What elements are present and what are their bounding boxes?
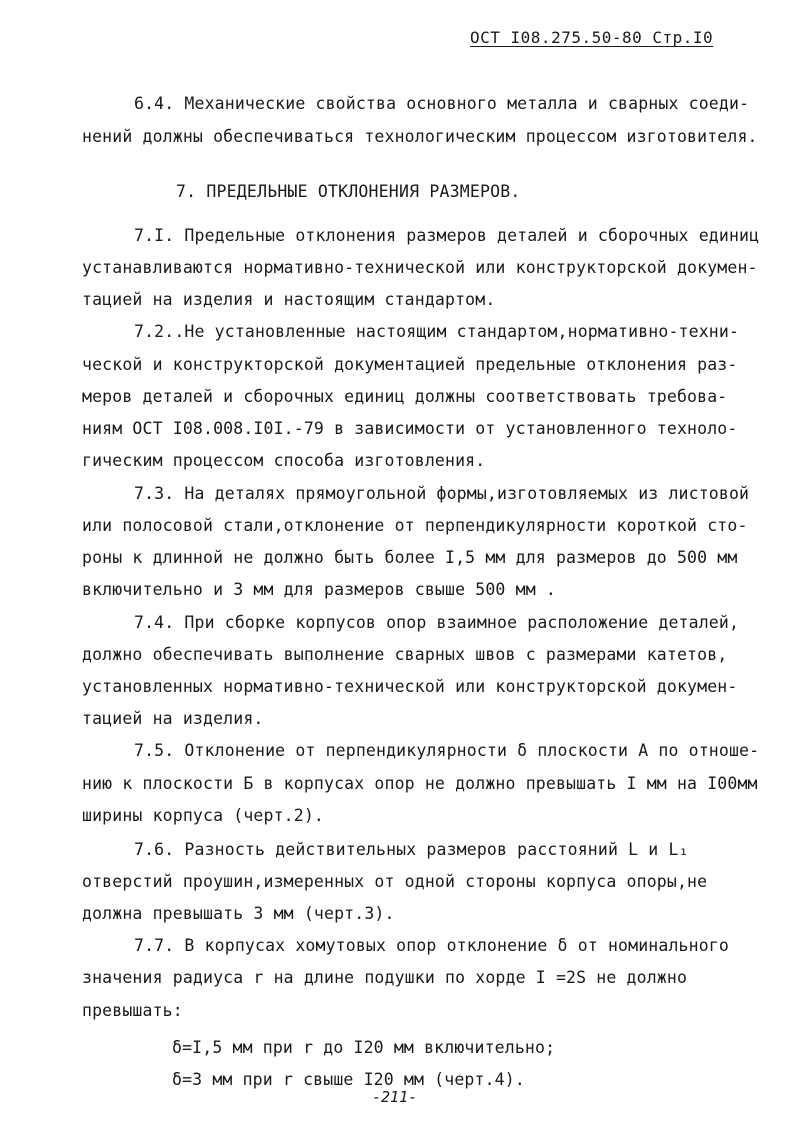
paragraph-7-4-line-4: тацией на изделия. <box>82 709 264 728</box>
paragraph-7-3-line-4: включительно и 3 мм для размеров свыше 500 мм . <box>82 580 556 599</box>
paragraph-7-7-line-1: 7.7. В корпусах хомутовых опор отклонение δ от номинального <box>134 936 729 955</box>
page-number: -211- <box>372 1088 418 1106</box>
paragraph-7-3-line-1: 7.3. На деталях прямоугольной формы,изготовляемых из листовой <box>134 484 750 503</box>
paragraph-7-2-line-1: 7.2..Не установленные настоящим стандартом,нормативно-техни- <box>134 322 740 341</box>
paragraph-7-2-line-4: ниям ОСТ I08.008.I0I.-79 в зависимости от установленного техноло- <box>82 419 738 438</box>
paragraph-7-7-line-2: значения радиуса r на длине подушки по хорде I =2S не должно <box>82 968 688 987</box>
paragraph-7-3-line-2: или полосовой стали,отклонение от перпендикулярности короткой сто- <box>82 516 748 535</box>
condition-item-2: δ=3 мм при r свыше I20 мм (черт.4). <box>172 1070 525 1089</box>
paragraph-7-2-line-3: меров деталей и сборочных единиц должны соответствовать требова- <box>82 387 728 406</box>
paragraph-6-4-line-1: 6.4. Механические свойства основного металла и сварных соеди- <box>134 94 750 113</box>
paragraph-7-1-line-1: 7.I. Предельные отклонения размеров деталей и сборочных единиц <box>134 226 760 245</box>
paragraph-7-5-line-1: 7.5. Отклонение от перпендикулярности δ плоскости А по отноше- <box>134 741 760 760</box>
paragraph-7-1-line-3: тацией на изделия и настоящим стандартом. <box>82 290 496 309</box>
paragraph-7-6-line-1: 7.6. Разность действительных размеров расстояний L и L₁ <box>134 840 689 859</box>
paragraph-7-7-line-3: превышать: <box>82 1001 183 1020</box>
paragraph-7-4-line-2: должно обеспечивать выполнение сварных швов с размерами катетов, <box>82 645 728 664</box>
paragraph-7-5-line-2: нию к плоскости Б в корпусах опор не должно превышать I мм на I00мм <box>82 774 758 793</box>
paragraph-7-5-line-3: ширины корпуса (черт.2). <box>82 806 325 825</box>
document-header: ОСТ I08.275.50-80 Стр.I0 <box>470 28 714 47</box>
paragraph-7-1-line-2: устанавливаются нормативно-технической или конструкторской докумен- <box>82 258 758 277</box>
paragraph-7-4-line-1: 7.4. При сборке корпусов опор взаимное расположение деталей, <box>134 613 740 632</box>
paragraph-6-4-line-2: нений должны обеспечиваться технологическим процессом изготовителя. <box>82 127 758 146</box>
paragraph-7-3-line-3: роны к длинной не должно быть более I,5 мм для размеров до 500 мм <box>82 548 738 567</box>
paragraph-7-2-line-2: ческой и конструкторской документацией предельные отклонения раз- <box>82 355 738 374</box>
paragraph-7-6-line-3: должна превышать 3 мм (черт.3). <box>82 904 395 923</box>
paragraph-7-2-line-5: гическим процессом способа изготовления. <box>82 451 486 470</box>
section-7-heading: 7. ПРЕДЕЛЬНЫЕ ОТКЛОНЕНИЯ РАЗМЕРОВ. <box>176 182 521 201</box>
condition-item-1: δ=I,5 мм при r до I20 мм включительно; <box>172 1038 556 1057</box>
paragraph-7-6-line-2: отверстий проушин,измеренных от одной стороны корпуса опоры,не <box>82 872 708 891</box>
paragraph-7-4-line-3: установленных нормативно-технической или конструкторской докумен- <box>82 677 738 696</box>
